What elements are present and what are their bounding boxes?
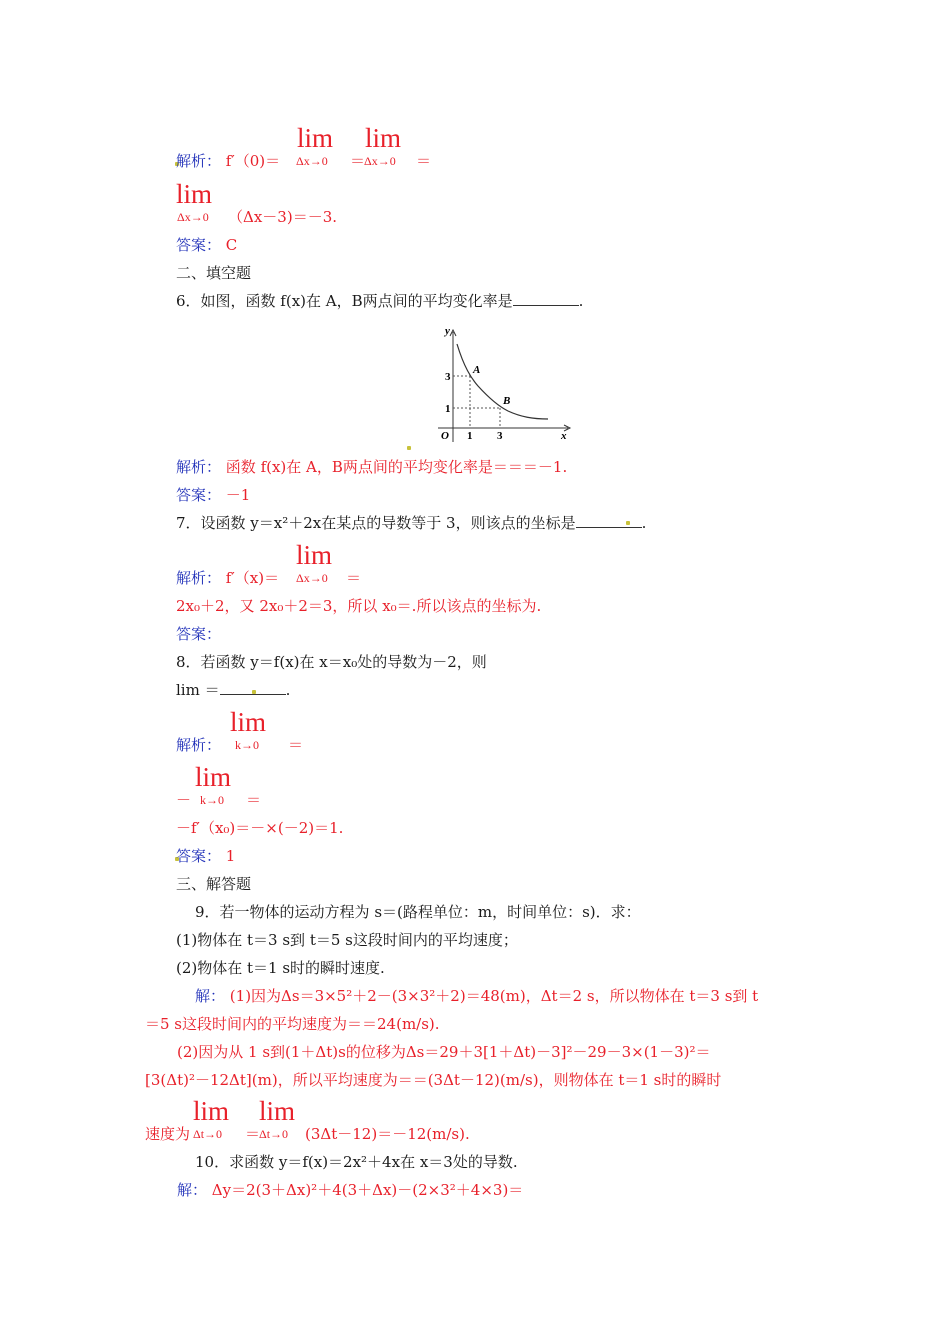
answer-value: C (225, 236, 238, 254)
equals-sign: ＝ (246, 791, 262, 809)
lim-expression: lim ＝ (176, 681, 220, 699)
q8-lim-line (176, 680, 290, 700)
lim-symbol: lim (230, 707, 267, 737)
q7-solution-line1 (176, 568, 279, 588)
question-text: 6．如图，函数 f(x)在 A，B两点间的平均变化率是 (176, 292, 513, 310)
solution-label: 解析： (176, 458, 222, 476)
solution-label: 解析： (176, 736, 222, 754)
y-tick-label: 1 (445, 403, 451, 415)
q8-answer (176, 846, 235, 866)
q9-part1: (1)物体在 t＝3 s到 t＝5 s这段时间内的平均速度； (176, 931, 518, 949)
x-axis-label: x (561, 430, 567, 442)
lim-symbol: lim (193, 1096, 230, 1126)
q5-solution-line2: （Δx－3)＝－3. (228, 208, 337, 226)
q7-answer-label: 答案： (176, 625, 222, 643)
q8-solution-line3: －f′（x₀)＝－×(－2)＝1. (176, 819, 344, 837)
limit-subscript: Δt→0 (259, 1127, 289, 1141)
lim-symbol: lim (365, 123, 402, 153)
q6-question (176, 291, 583, 311)
solution-text: f′（0)＝ (225, 152, 281, 170)
lim-symbol: lim (259, 1096, 296, 1126)
limit-subscript: k→0 (200, 793, 224, 807)
answer-label: 答案： (176, 847, 222, 865)
q5-answer (176, 235, 237, 255)
period: . (285, 681, 291, 699)
q7-solution-line2: 2x₀＋2，又 2x₀＋2＝3，所以 x₀＝.所以该点的坐标为. (176, 597, 542, 615)
minus-sign: － (176, 791, 192, 809)
y-tick-label: 3 (445, 371, 451, 383)
equals-sign: ＝ (350, 152, 366, 170)
point-b-label: B (503, 395, 511, 407)
x-tick-label: 3 (497, 430, 503, 442)
answer-label: 答案： (176, 236, 222, 254)
q9-question: 9．若一物体的运动方程为 s＝(路程单位：m，时间单位：s)．求： (195, 903, 641, 921)
marker-dot (626, 521, 630, 525)
q8-question: 8．若函数 y＝f(x)在 x＝x₀处的导数为－2，则 (176, 653, 487, 671)
origin-label: O (441, 430, 449, 442)
equals-sign: ＝ (245, 1125, 261, 1143)
q9-solution-line2: ＝5 s这段时间内的平均速度为＝＝24(m/s). (145, 1015, 440, 1033)
q6-answer (176, 485, 250, 505)
marker-dot (407, 446, 411, 450)
q6-solution (176, 457, 567, 477)
limit-subscript: Δx→0 (296, 154, 328, 168)
q9-solution-line4: [3(Δt)²－12Δt](m)，所以平均速度为＝＝(3Δt－12)(m/s)，则物体在 t＝1 s时的瞬时 (145, 1071, 722, 1089)
solution-label: 解： (195, 987, 226, 1005)
q9-solution-line1 (195, 986, 758, 1006)
lim-symbol: lim (297, 123, 334, 153)
section-title: 三、解答题 (176, 875, 252, 893)
q8-solution-line1 (176, 735, 221, 755)
q10-question: 10．求函数 y＝f(x)＝2x²＋4x在 x＝3处的导数. (195, 1153, 518, 1171)
solution-text: 函数 f(x)在 A，B两点间的平均变化率是＝＝＝－1. (225, 458, 568, 476)
lim-symbol: lim (195, 762, 232, 792)
marker-dot (252, 690, 256, 694)
q9-solution-line5-rest: (3Δt－12)＝－12(m/s). (305, 1125, 470, 1143)
solution-label: 解： (177, 1181, 208, 1199)
solution-text: f′（x)＝ (225, 569, 280, 587)
answer-value: 1 (225, 847, 236, 865)
limit-subscript: Δx→0 (177, 210, 209, 224)
x-tick-label: 1 (467, 430, 473, 442)
equals-sign: ＝ (288, 736, 304, 754)
solution-text: Δy＝2(3＋Δx)²＋4(3＋Δx)－(2×3²＋4×3)＝ (211, 1181, 524, 1199)
q9-solution-line3: (2)因为从 1 s到(1＋Δt)s的位移为Δs＝29＋3[1＋Δt)－3]²－29－3×(1－3)²＝ (177, 1043, 711, 1061)
solution-text: (1)因为Δs＝3×5²＋2－(3×3²＋2)＝48(m)，Δt＝2 s，所以物体在 t＝3 s到 t (229, 987, 759, 1005)
limit-subscript: Δx→0 (296, 571, 328, 585)
limit-subscript: Δt→0 (193, 1127, 223, 1141)
lim-symbol: lim (176, 179, 213, 209)
question-text: 7．设函数 y＝x²＋2x在某点的导数等于 3，则该点的坐标是 (176, 514, 576, 532)
q6-figure (408, 322, 588, 447)
solution-label: 解析： (176, 569, 222, 587)
answer-value: －1 (225, 486, 251, 504)
lim-symbol: lim (296, 540, 333, 570)
point-a-label: A (473, 364, 481, 376)
q7-question (176, 513, 646, 533)
q10-solution (177, 1180, 523, 1200)
q5-solution-line1 (176, 151, 280, 171)
q9-solution-line5-prefix: 速度为 (145, 1125, 191, 1143)
equals-sign: ＝ (346, 569, 362, 587)
solution-label: 解析： (176, 152, 222, 170)
q9-part2: (2)物体在 t＝1 s时的瞬时速度. (176, 959, 385, 977)
section-title: 二、填空题 (176, 264, 252, 282)
period: . (578, 292, 584, 310)
limit-subscript: Δx→0 (364, 154, 396, 168)
limit-subscript: k→0 (235, 738, 259, 752)
answer-blank[interactable] (513, 291, 579, 306)
period: . (641, 514, 647, 532)
equals-sign: ＝ (416, 152, 432, 170)
y-axis-label: y (445, 325, 450, 337)
answer-blank[interactable] (576, 513, 642, 528)
answer-label: 答案： (176, 486, 222, 504)
